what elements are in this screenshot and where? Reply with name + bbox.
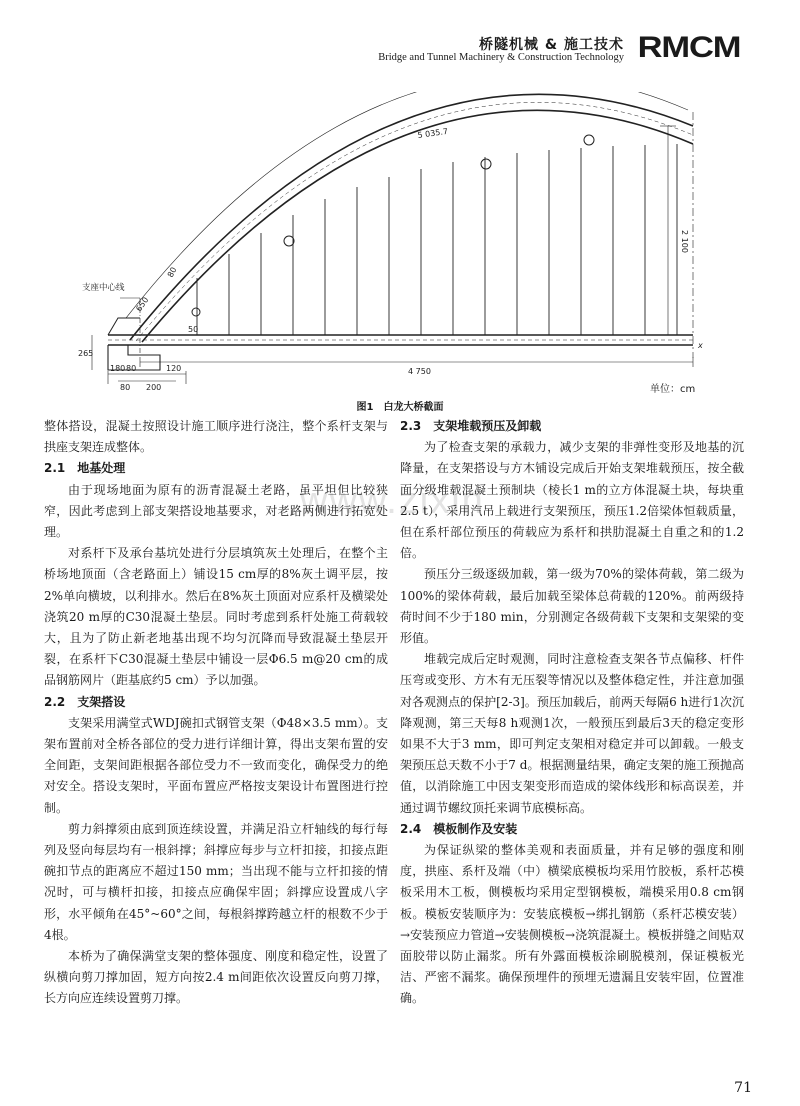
left-column — [44, 416, 388, 1010]
bridge-section-figure — [68, 92, 728, 396]
dim-arc-length: 5 035.7 — [417, 126, 449, 140]
right-column — [400, 416, 744, 1010]
paragraph: 本桥为了确保满堂支架的整体强度、刚度和稳定性，设置了纵横向剪刀撑加固，短方向按2.4 m间距依次设置反向剪刀撑，长方向应连续设置剪刀撑。 — [44, 949, 388, 1006]
paragraph: 对系杆下及承台基坑处进行分层填筑灰土处理后，在整个主桥场地顶面（含老路面上）铺设15 cm厚的8%灰土调平层，按2%单向横坡，以利排水。然后在8%灰土顶面对应系杆及横梁处浇筑20 m厚的C30混凝土垫层。同时考虑到系杆处施工荷载较大，且为了防止新老地基出现不均匀沉降而导致混凝土垫层开裂，在系杆下C30混凝土垫层中铺设一层Φ6.5 m@20 cm的成品钢筋网片（距基底约5 cm）予以加强。 — [44, 546, 388, 688]
dim-80b: 80 — [126, 364, 137, 373]
dim-650: 650 — [134, 295, 151, 314]
dim-50: 50 — [188, 325, 199, 334]
page-number: 71 — [734, 1080, 752, 1096]
figure-caption: 图1 白龙大桥截面 — [356, 402, 444, 413]
support-centerline-label: 支座中心线 — [82, 283, 125, 293]
dim-265: 265 — [78, 349, 94, 358]
paragraph: 为了检查支架的承载力，减少支架的非弹性变形及地基的沉降量，在支架搭设与方木铺设完成后开始支架堆载预压，按全截面分级堆载混凝土预制块（棱长1 m的立方体混凝土块，每块重2.5 t），采用汽吊上载进行支架预压，预压1.2倍梁体恒载质量，但在系杆部位预压的荷载应为系杆和拱肋混凝土自重之和的1.2倍。 — [400, 440, 744, 561]
paragraph: 为保证纵梁的整体美观和表面质量，并有足够的强度和刚度，拱座、系杆及端（中）横梁底模板均采用竹胶板，系杆芯模板采用木工板，侧模板均采用定型钢模板，端模采用0.8 cm钢板。模板安装顺序为：安装底模板→绑扎钢筋（系杆芯模安装）→安装预应力管道→安装侧模板→浇筑混凝土。模板拼缝之间贴双面胶带以防止漏浆。所有外露面模板涂刷脱模剂，保证模板光洁、严密不漏浆。确保预埋件的预埋无遗漏且安装牢固，位置准确。 — [400, 843, 744, 1006]
page-header — [0, 0, 800, 78]
section-heading-2-4: 2.4 模板制作及安装 — [400, 821, 518, 836]
dim-80: 80 — [165, 265, 179, 279]
paragraph: 支架采用满堂式WDJ碗扣式钢管支架（Φ48×3.5 mm）。支架布置前对全桥各部位的受力进行详细计算，得出支架布置的安全间距，支架间距根据各部位受力不一致而变化，确保受力的绝对安全。搭设支架时，平面布置应严格按支架设计布置图进行控制。 — [44, 715, 388, 815]
paragraph: 预压分三级逐级加载，第一级为70%的梁体荷载，第二级为100%的梁体荷载，最后加载至梁体总荷载的120%。前两级持荷时间不少于180 min，分别测定各级荷载下支架和支架梁的变形值。 — [400, 567, 744, 646]
dim-200: 200 — [146, 383, 162, 392]
bridge-drawing — [92, 92, 693, 384]
journal-title-cn: 桥隧机械 & 施工技术 — [479, 37, 624, 53]
figure-unit: 单位：cm — [650, 384, 696, 395]
section-heading-2-1: 2.1 地基处理 — [44, 461, 126, 476]
dim-120: 120 — [166, 364, 182, 373]
journal-title-en: Bridge and Tunnel Machinery & Construction Technology — [378, 52, 624, 63]
paragraph: 由于现场地面为原有的沥青混凝土老路，虽平坦但比较狭窄，因此考虑到上部支架搭设地基要求，对老路两侧进行拓宽处理。 — [44, 482, 388, 540]
section-heading-2-2: 2.2 支架搭设 — [44, 694, 126, 709]
watermark: www.zixin — [300, 480, 485, 522]
dim-height: 2 100 — [680, 230, 689, 253]
paragraph: 整体搭设，混凝土按照设计施工顺序进行浇注，整个系杆支架与拱座支架连成整体。 — [44, 419, 388, 455]
dim-80c: 80 — [120, 383, 131, 392]
dim-180: 180 — [110, 364, 126, 373]
section-heading-2-3: 2.3 支架堆载预压及卸载 — [400, 419, 542, 433]
axis-x-label: x — [698, 341, 703, 350]
dim-span: 4 750 — [408, 367, 431, 376]
journal-logo: RMCM — [637, 31, 740, 64]
paragraph: 剪力斜撑须由底到顶连续设置，并满足沿立杆轴线的每行每列及竖向每层均有一根斜撑；斜撑应每步与立杆扣接，扣接点距碗扣节点的距离应不超过150 mm；当出现不能与立杆扣接的情况时，可与横杆扣接，扣接点应确保牢固；斜撑应设置成八字形，水平倾角在45°~60°之间，每根斜撑跨越立杆的根数不少于4根。 — [44, 821, 388, 942]
paragraph: 堆载完成后定时观测，同时注意检查支架各节点偏移、杆件压弯或变形、方木有无压裂等情况以及整体稳定性，并注意加强对各观测点的保护[2-3]。预压加载后，前两天每隔6 h进行1次沉降观测，第三天每8 h观测1次，一般预压到最后3天的稳定变形如果不大于3 mm，即可判定支架相对稳定并可以卸载。一般支架预压总天数不小于7 d。根据测量结果，确定支架的施工预抛高值，以消除施工中因支架变形而造成的梁体线形和标高误差，并通过调节螺纹顶托来调节底模标高。 — [400, 652, 744, 815]
